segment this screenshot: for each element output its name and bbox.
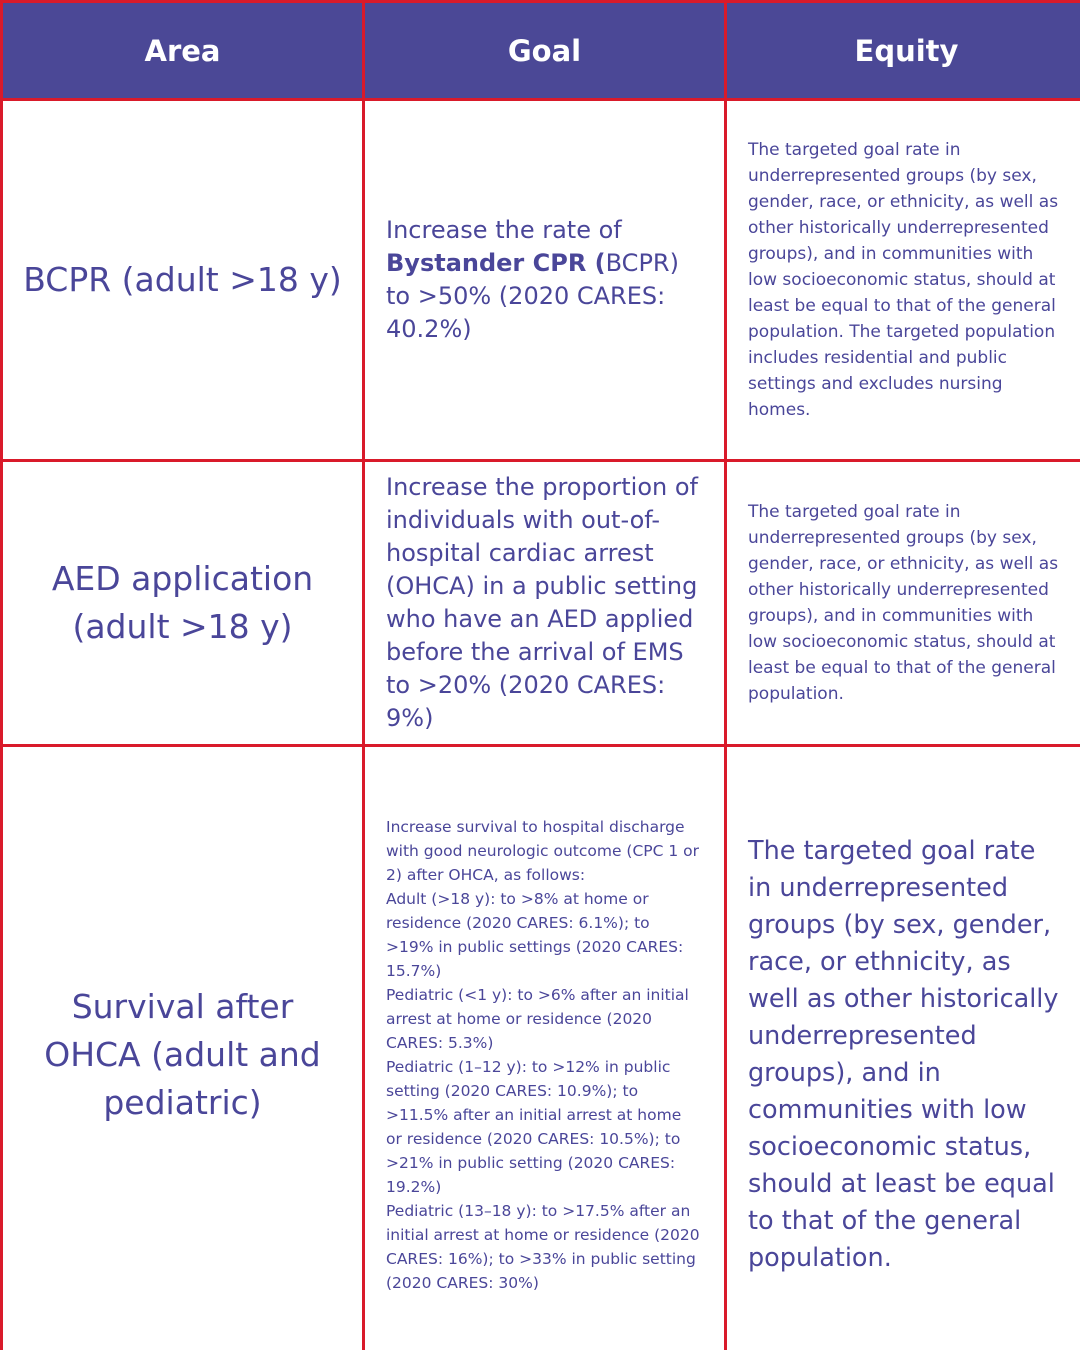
row1-area: BCPR (adult >18 y) bbox=[3, 101, 362, 459]
row1-goal-pre: Increase the rate of bbox=[386, 216, 622, 244]
row2-equity: The targeted goal rate in underrepresented groups (by sex, gender, race, or ethnicity, as well as other historically underrepresented groups), and in communities with low socioeconomic status, should at least be equal to that of the general population. bbox=[727, 462, 1080, 744]
row1-goal bbox=[365, 101, 724, 459]
row3-goal-adult: Adult (>18 y): to >8% at home or residence (2020 CARES: 6.1%); to >19% in public settings (2020 CARES: 15.7%) bbox=[386, 889, 684, 980]
row2-area: AED application (adult >18 y) bbox=[3, 462, 362, 744]
row3-goal-pediatric-infant: Pediatric (<1 y): to >6% after an initial arrest at home or residence (2020 CARES: 5.3%) bbox=[386, 985, 689, 1052]
row3-area: Survival after OHCA (adult and pediatric) bbox=[3, 747, 362, 1362]
row3-equity: The targeted goal rate in underrepresented groups (by sex, gender, race, or ethnicity, as well as other historically underrepresented groups), and in communities with low socioeconomic status, should at least be equal to that of the general population. bbox=[727, 747, 1080, 1362]
row1-goal-bold: Bystander CPR ( bbox=[386, 249, 606, 277]
row3-goal-intro: Increase survival to hospital discharge with good neurologic outcome (CPC 1 or 2) after OHCA, as follows: bbox=[386, 817, 700, 884]
row3-goal-pediatric-child: Pediatric (1–12 y): to >12% in public setting (2020 CARES: 10.9%); to >11.5% after an initial arrest at home or residence (2020 CARES: 10.5%); to >21% in public setting (2020 CARES: 19.2%) bbox=[386, 1057, 682, 1196]
row3-goal-pediatric-adolescent: Pediatric (13–18 y): to >17.5% after an initial arrest at home or residence (2020 CARES: 16%); to >33% in public setting (2020 CARES: 30%) bbox=[386, 1201, 700, 1292]
header-equity: Equity bbox=[727, 3, 1080, 98]
header-area: Area bbox=[3, 3, 362, 98]
row1-equity: The targeted goal rate in underrepresented groups (by sex, gender, race, or ethnicity, as well as other historically underrepresented groups), and in communities with low socioeconomic status, should at least be equal to that of the general population. The targeted population includes residential and public settings and excludes nursing homes. bbox=[727, 101, 1080, 459]
row1-goal-post: BCPR) to >50% (2020 CARES: 40.2%) bbox=[386, 249, 679, 343]
row3-goal bbox=[365, 747, 724, 1362]
header-goal: Goal bbox=[365, 3, 724, 98]
row2-goal: Increase the proportion of individuals with out-of-hospital cardiac arrest (OHCA) in a public setting who have an AED applied before the arrival of EMS to >20% (2020 CARES: 9%) bbox=[365, 462, 724, 744]
